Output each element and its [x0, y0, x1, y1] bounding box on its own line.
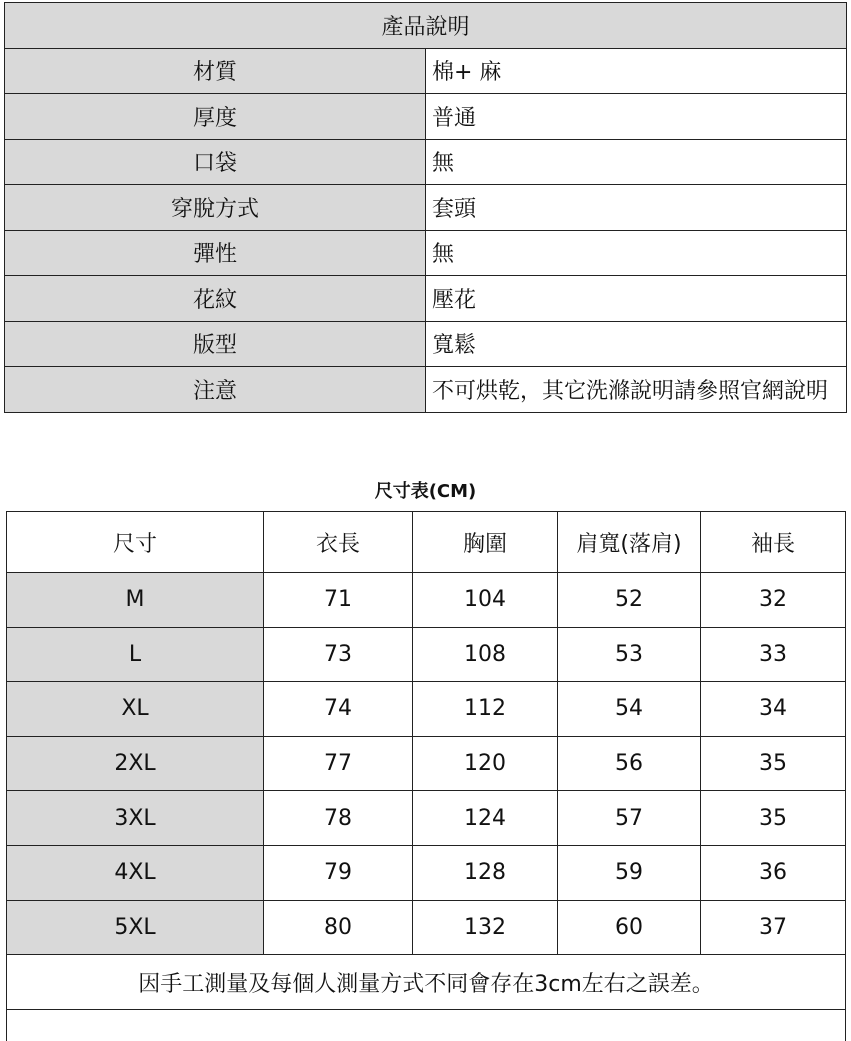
size-label: 3XL — [7, 791, 264, 846]
description-value: 無 — [426, 230, 847, 276]
table-cell: 35 — [701, 791, 846, 846]
column-header-size: 尺寸 — [7, 512, 264, 573]
description-row-material — [5, 48, 847, 94]
table-cell: 60 — [558, 900, 701, 955]
description-row-pattern — [5, 276, 847, 322]
table-cell: 80 — [264, 900, 413, 955]
table-cell: 78 — [264, 791, 413, 846]
measurement-note: 因手工測量及每個人測量方式不同會存在3cm左右之誤差。 — [7, 955, 846, 1010]
table-cell: 112 — [413, 682, 558, 737]
table-row — [7, 791, 846, 846]
size-chart-title: 尺寸表(CM) — [374, 481, 477, 502]
table-cell: 132 — [413, 900, 558, 955]
table-cell: 32 — [701, 573, 846, 628]
description-key: 厚度 — [5, 94, 426, 140]
blank-row — [7, 1010, 846, 1041]
table-cell: 79 — [264, 845, 413, 900]
description-key: 材質 — [5, 48, 426, 94]
column-header-shoulder: 肩寬(落肩) — [558, 512, 701, 573]
size-chart-header-row — [7, 512, 846, 573]
table-cell: 57 — [558, 791, 701, 846]
size-label: M — [7, 573, 264, 628]
description-key: 穿脫方式 — [5, 185, 426, 231]
table-cell: 71 — [264, 573, 413, 628]
column-header-length: 衣長 — [264, 512, 413, 573]
description-value: 不可烘乾，其它洗滌說明請參照官網說明 — [426, 367, 847, 413]
table-cell: 120 — [413, 736, 558, 791]
description-value: 普通 — [426, 94, 847, 140]
description-row-wear-style — [5, 185, 847, 231]
description-header-row — [5, 3, 847, 49]
description-row-fit — [5, 321, 847, 367]
table-row — [7, 845, 846, 900]
size-label: 4XL — [7, 845, 264, 900]
table-cell: 108 — [413, 627, 558, 682]
description-title: 產品說明 — [5, 3, 847, 49]
table-cell: 37 — [701, 900, 846, 955]
table-row — [7, 900, 846, 955]
table-row — [7, 736, 846, 791]
table-row — [7, 682, 846, 737]
description-key: 注意 — [5, 367, 426, 413]
table-cell: 54 — [558, 682, 701, 737]
description-key: 版型 — [5, 321, 426, 367]
description-key: 彈性 — [5, 230, 426, 276]
description-key: 花紋 — [5, 276, 426, 322]
measurement-note-row — [7, 955, 846, 1010]
table-cell: 59 — [558, 845, 701, 900]
table-cell: 53 — [558, 627, 701, 682]
table-cell: 74 — [264, 682, 413, 737]
description-row-notice — [5, 367, 847, 413]
column-header-sleeve: 袖長 — [701, 512, 846, 573]
table-cell: 73 — [264, 627, 413, 682]
table-cell: 34 — [701, 682, 846, 737]
table-row — [7, 573, 846, 628]
description-value: 壓花 — [426, 276, 847, 322]
description-row-elasticity — [5, 230, 847, 276]
size-chart-table — [6, 511, 846, 1041]
product-description-table — [4, 2, 847, 413]
table-row — [7, 627, 846, 682]
blank-cell — [7, 1010, 846, 1041]
table-cell: 56 — [558, 736, 701, 791]
description-value: 棉+ 麻 — [426, 48, 847, 94]
table-cell: 36 — [701, 845, 846, 900]
size-label: L — [7, 627, 264, 682]
column-header-chest: 胸圍 — [413, 512, 558, 573]
table-cell: 35 — [701, 736, 846, 791]
size-label: 2XL — [7, 736, 264, 791]
description-row-thickness — [5, 94, 847, 140]
description-value: 寬鬆 — [426, 321, 847, 367]
size-label: XL — [7, 682, 264, 737]
table-cell: 124 — [413, 791, 558, 846]
description-value: 套頭 — [426, 185, 847, 231]
table-cell: 52 — [558, 573, 701, 628]
size-label: 5XL — [7, 900, 264, 955]
table-cell: 104 — [413, 573, 558, 628]
description-row-pocket — [5, 139, 847, 185]
table-cell: 128 — [413, 845, 558, 900]
description-value: 無 — [426, 139, 847, 185]
description-key: 口袋 — [5, 139, 426, 185]
table-cell: 77 — [264, 736, 413, 791]
table-cell: 33 — [701, 627, 846, 682]
